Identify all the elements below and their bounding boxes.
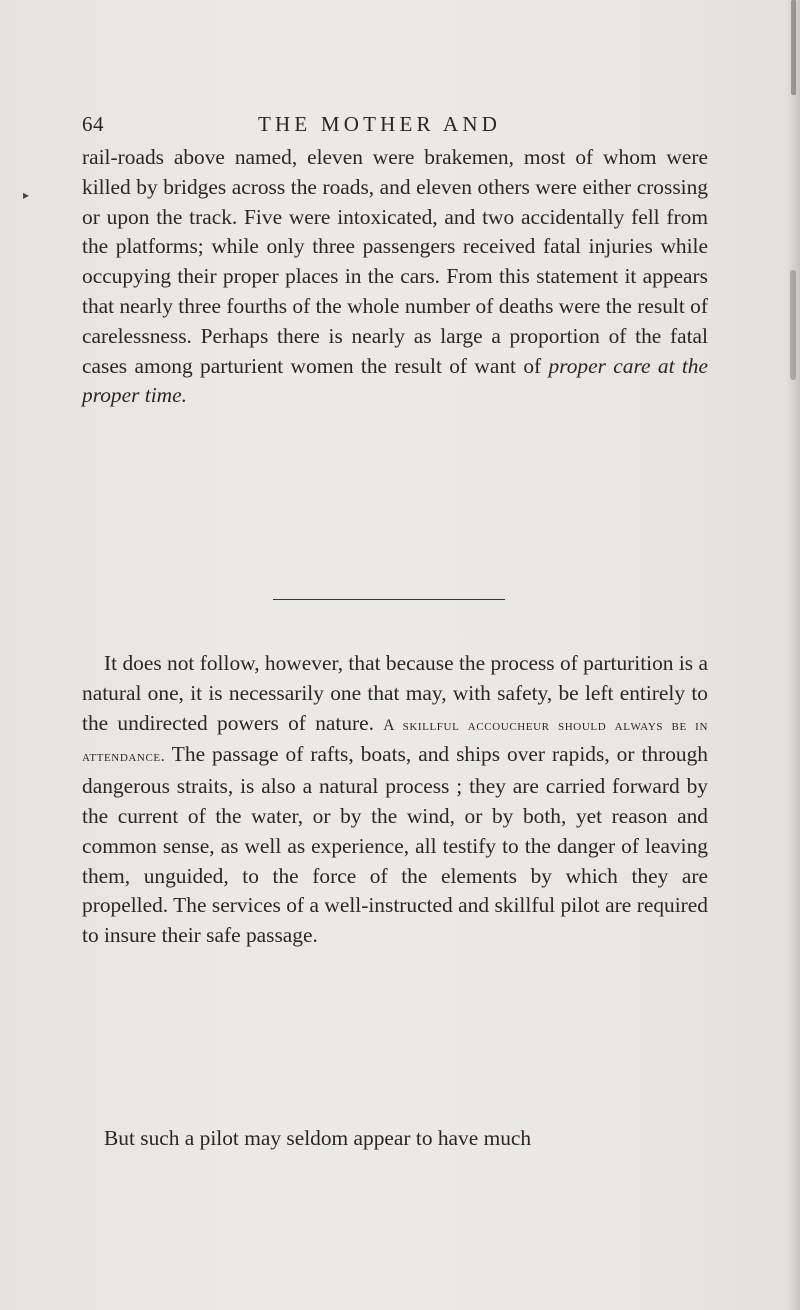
- paragraph-railroad-statistics: [82, 143, 708, 411]
- section-divider: [273, 599, 505, 600]
- paragraph-natural-process: [82, 649, 708, 951]
- paragraph-pilot: [104, 1124, 708, 1154]
- margin-mark: ▸: [23, 188, 30, 202]
- italic-emphasis: proper care at the proper time.: [82, 353, 708, 408]
- running-head-title: THE MOTHER AND: [258, 112, 502, 136]
- page-edge-shadow: [786, 0, 800, 1310]
- paragraph-rest: The passage of rafts, boats, and ships over rapids, or through dangerous straits, is also a natural process ; they are carried forward by the current of the water, or by the wind, or by both, yet reason and common sense, as well as experience, all testify to the danger of leaving them, unguided, to the force of the elements by which they are propelled. The services of a well-instructed and skillful pilot are required to insure their safe passage.: [82, 742, 708, 948]
- paragraph-text: But such a pilot may seldom appear to have much: [104, 1126, 532, 1150]
- paragraph-lead: It does not follow, however, that because the process of parturition is a natural one, it is necessarily one that may, with safety, be left entirely to the undirected powers of nature.: [82, 651, 708, 735]
- running-head: [82, 112, 722, 142]
- page-number: 64: [82, 112, 104, 136]
- small-caps-emphasis: A skillful accoucheur should always be in attendance.: [82, 716, 708, 766]
- paragraph-text: rail-roads above named, eleven were brakemen, most of whom were killed by bridges across the roads, and eleven others were either crossing or upon the track. Five were intoxicated, and two accidentally fell from the platforms; while only three passengers received fatal injuries while occupying their proper places in the cars. From this statement it appears that nearly three fourths of the whole number of deaths were the result of carelessness. Perhaps there is nearly as large a proportion of the fatal cases among parturient women the result of want of: [82, 145, 708, 378]
